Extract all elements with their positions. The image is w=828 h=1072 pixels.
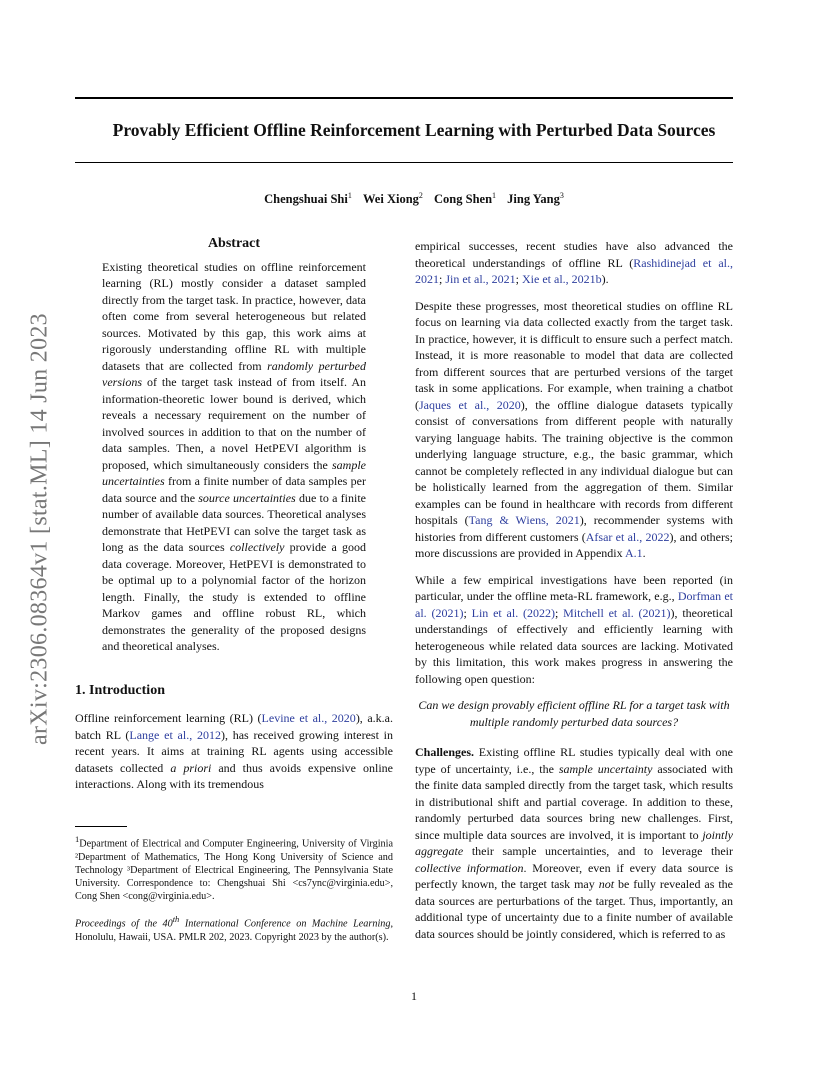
section-heading-introduction: 1. Introduction [75, 682, 165, 698]
citation-link[interactable]: Lin et al. (2022) [471, 605, 555, 620]
paragraph-heading-challenges: Challenges. [415, 745, 475, 759]
open-question: Can we design provably efficient offline RL for a target task with multiple randomly perturbed data sources? [418, 698, 730, 729]
citation-link[interactable]: Jin et al., 2021 [445, 272, 516, 286]
author-list [40, 191, 788, 207]
abstract-text: Existing theoretical studies on offline reinforcement learning (RL) mostly consider a dataset sampled directly from the target task. In practice, however, data often come from several heterogeneous but related sources. Motivated by this gap, this work aims at rigorously understanding offline RL with multiple datasets that are collected from randomly perturbed versions of the target task instead of from itself. An information-theoretic lower bound is derived, which reveals a necessary requirement on the number of involved sources in addition to that on the number of data samples. Then, a novel HetPEVI algorithm is proposed, which simultaneously considers the sample uncertainties from a finite number of data samples per data source and the source uncertainties due to a finite number of available data sources. Theoretical analyses demonstrate that HetPEVI can solve the target task as long as the data sources collectively provide a good data coverage. Moreover, HetPEVI is demonstrated to be optimal up to a polynomial factor of the horizon length. Finally, the study is extended to offline Markov games and offline robust RL, which demonstrates the generality of the proposed designs and theoretical analyses. [102, 259, 367, 653]
proceedings-note: Proceedings of the 40th International Conference on Machine Learning, Honolulu, Hawaii, USA. PMLR 202, 2023. Copyright 2023 by the author(s). [75, 914, 394, 943]
citation-link[interactable]: Mitchell et al. (2021) [563, 605, 671, 620]
right-column [415, 238, 733, 952]
arxiv-stamp [22, 284, 58, 774]
author: Wei Xiong$^2$ [362, 191, 423, 207]
paper-title: Provably Efficient Offline Reinforcement Learning with Perturbed Data Sources [112, 120, 716, 140]
left-column [75, 236, 393, 803]
body-paragraph: empirical successes, recent studies have also advanced the theoretical understandings of offline RL (Rashidinejad et al., 2021; Jin et al., 2021; Xie et al., 2021b). [415, 239, 733, 286]
citation-link[interactable]: Jaques et al., 2020 [419, 397, 521, 412]
arxiv-identifier[interactable]: arXiv:2306.08364v1 [stat.ML] 14 Jun 2023 [26, 313, 53, 745]
citation-link[interactable]: Rashidinejad et al., 2021 [415, 255, 733, 286]
footnote-rule [75, 826, 127, 827]
citation-link[interactable]: Afsar et al., 2022 [585, 529, 670, 544]
abstract-heading: Abstract [207, 236, 261, 251]
citation-link[interactable]: Lange et al., 2012 [129, 727, 221, 742]
title-rule-top [75, 97, 733, 99]
citation-link[interactable]: Xie et al., 2021b [522, 272, 602, 286]
body-paragraph: While a few empirical investigations have been reported (in particular, under the offline meta-RL framework, e.g., Dorfman et al. (2021); Lin et al. (2022); Mitchell et al. (2021)), theoretical understandings of effectively and efficiently learning with heterogeneous while related data sources are lacking. Motivated by this limitation, this work makes progress in answering the following open question: [415, 572, 733, 686]
challenges-paragraph: Challenges. Existing offline RL studies typically deal with one type of uncertainty, i.e., the sample uncertainty associated with the finite data sampled directly from the target task, which results in distributional shift and partial coverage. In addition to these, randomly perturbed data sources bring new challenges. First, since multiple data sources are involved, it is important to jointly aggregate their sample uncertainties, and to leverage their collective information. Moreover, even if every data source is perfectly known, the target task may not be fully revealed as the data sources are perturbations of the target. Thus, importantly, an additional type of uncertainty due to a finite number of available data sources should be jointly considered, which is referred to as [415, 745, 733, 941]
affiliation-footnote: $^1$Department of Electrical and Computer Engineering, University of Virginia ²Department of Mathematics, The Hong Kong University of Science and Technology ³Department of Electrical Engineering, The Pennsylvania State University. Correspondence to: Chengshuai Shi <cs7ync@virginia.edu>, Cong Shen <cong@virginia.edu>. [75, 834, 393, 903]
citation-link[interactable]: Levine et al., 2020 [261, 711, 356, 725]
author: Cong Shen$^1$ [434, 191, 497, 207]
appendix-link[interactable]: A.1 [624, 546, 643, 560]
author: Chengshuai Shi$^1$ [264, 191, 352, 207]
author: Jing Yang$^3$ [507, 191, 564, 207]
page-number: 1 [411, 989, 417, 1003]
body-paragraph: Despite these progresses, most theoretical studies on offline RL focus on learning via data collected exactly from the target task. In practice, however, it is difficult to ensure such a perfect match. Instead, it is more reasonable to model that data are collected from different sources that are perturbed versions of the target task in some applications. For example, when training a chatbot (Jaques et al., 2020), the offline dialogue datasets typically consist of conversations from different people with naturally varying language habits. The training objective is the common underlying language structure, e.g., the basic grammar, which cannot be completely reflected in any individual dialogue but can be holistically learned from the aggregation of them. Similar examples can be found in healthcare with records from different hospitals (Tang & Wiens, 2021), recommender systems with histories from different customers (Afsar et al., 2022), and others; more discussions are provided in Appendix A.1. [415, 298, 734, 560]
citation-link[interactable]: Tang & Wiens, 2021 [468, 513, 580, 527]
intro-paragraph: Offline reinforcement learning (RL) (Levine et al., 2020), a.k.a. batch RL (Lange et al., 2012), has received growing interest in recent years. It aims at training RL agents using accessible datasets collected a priori and thus avoids expensive online interactions. Along with its tremendous [75, 711, 394, 791]
footnotes [75, 826, 393, 954]
citation-link[interactable]: Dorfman et al. (2021) [415, 589, 733, 620]
title-rule-bottom [75, 162, 733, 163]
